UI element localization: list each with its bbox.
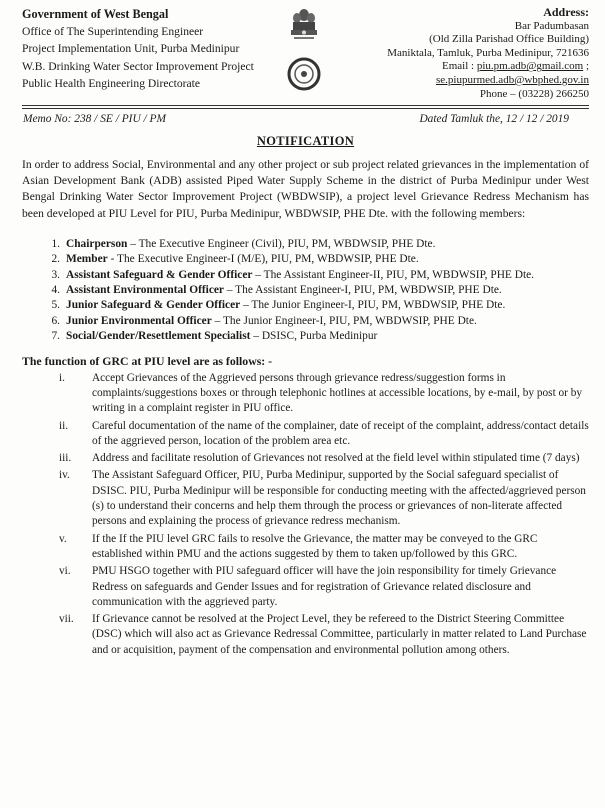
member-item [22,237,589,252]
header-divider-thin [22,108,589,109]
phone-number: Phone – (03228) 266250 [479,87,589,100]
email-line [387,60,589,74]
email-link-1[interactable]: piu.pm.adb@gmail.com [476,60,584,73]
member-number: 5. [51,299,60,312]
member-text [66,298,505,313]
notification-title: NOTIFICATION [256,134,355,148]
member-role: Assistant Safeguard & Gender Officer [66,268,253,281]
function-item [22,532,589,563]
function-text: Accept Grievances of the Aggrieved persons through grievance redress/suggestion forms in complaints/suggestions boxes or through telephonic hotlines at accessible locations, by e-mail, by post or by writing in a complaint register in PIU office. [92,371,583,415]
function-item [22,451,589,466]
memo-number: Memo No: 238 / SE / PIU / PM [23,113,166,125]
function-text: If Grievance cannot be resolved at the Project Level, they be refereed to the District Steering Committee (DSC) which will also act as Grievance Redressal Committee, particularly in matter related to Land Purchase and or acquisition, payment of the compensation and environmental pollution among others. [92,613,587,656]
letterhead [22,4,589,112]
member-text [66,252,419,267]
national-emblem-icon [284,4,324,96]
member-role: Social/Gender/Resettlement Specialist [66,330,251,343]
members-list [22,237,589,345]
email-link-2[interactable]: se.piupurmed.adb@wbphed.gov.in [435,73,589,86]
function-text: If the If the PIU level GRC fails to resolve the Grievance, the matter may be conveyed to the GRC established within PMU and the actions suggested by them to taken up/followed by this GRC. [92,532,538,560]
function-item [22,419,589,450]
member-text [66,283,502,298]
function-number: i. [59,371,65,384]
member-description: – The Junior Engineer-I, PIU, PM, WBDWSIP, PHE Dte. [211,314,477,327]
unit-name: Project Implementation Unit, Purba Medinipur [22,42,240,56]
address-line-3: Maniktala, Tamluk, Purba Medinipur, 721636 [387,46,589,59]
member-number: 2. [51,253,60,266]
header-divider [22,105,589,106]
functions-list [22,371,589,658]
member-text [66,329,377,344]
office-details [22,6,254,92]
member-description: – The Assistant Engineer-I, PIU, PM, WBDWSIP, PHE Dte. [223,284,502,297]
member-number: 7. [51,330,60,343]
memo-line [22,113,589,125]
member-role: Member [66,253,108,266]
member-role: Junior Environmental Officer [66,314,212,327]
memo-date: Dated Tamluk the, 12 / 12 / 2019 [419,113,569,125]
directorate-name: Public Health Engineering Directorate [22,76,201,90]
member-description: – The Executive Engineer (Civil), PIU, PM, WBDWSIP, PHE Dte. [127,237,436,250]
member-description: – The Junior Engineer-I, PIU, PM, WBDWSIP, PHE Dte. [240,299,506,312]
member-role: Chairperson [66,237,128,250]
member-text [66,268,534,283]
function-text: PMU HSGO together with PIU safeguard officer will have the join responsibility for timely Grievance Redress on safeguards and Gender Issues and for registration of Grievance related disclosure and communication with the aggrieved party. [92,565,557,608]
intro-paragraph: In order to address Social, Environmental and any other project or sub project related grievances in the implementation of Asian Development Bank (ADB) assisted Piped Water Supply Scheme in the district of Purba Medinipur under West Bengal Drinking Water Sector Improvement Project (WBDWSIP), a project level Grievance Redress Mechanism has been developed at PIU Level for PIU, Purba Medinipur, WBDWSIP, PHE Dte. with the following members: [22,158,589,220]
member-number: 1. [51,237,60,250]
function-text: Careful documentation of the name of the complainer, date of receipt of the complaint, address/contact details of the aggrieved person, location of the problem area etc. [92,419,589,447]
member-number: 6. [51,314,60,327]
function-number: vii. [59,613,74,626]
function-number: v. [59,532,67,545]
address-block [387,6,589,101]
function-item [22,612,589,658]
member-description: - The Executive Engineer-I (M/E), PIU, PM, WBDWSIP, PHE Dte. [107,253,419,266]
member-item [22,283,589,298]
function-number: vi. [59,565,71,578]
member-text [66,314,477,329]
functions-heading: The function of GRC at PIU level are as follows: - [22,353,273,368]
member-role: Junior Safeguard & Gender Officer [66,299,241,312]
email-label: Email : [441,60,477,73]
member-item [22,268,589,283]
function-text: The Assistant Safeguard Officer, PIU, Purba Medinipur, supported by the Social safeguard specialist of DSISC. PIU, Purba Medinipur will be responsible for conducting meeting with the affected/aggrieved person (s) to understand their concerns and help them through the process or grievances of non-literate affected persons and explaining the process of grievance redress mechanism. [92,469,586,528]
function-item [22,468,589,529]
address-line-2: (Old Zilla Parishad Office Building) [429,33,589,46]
member-item [22,329,589,344]
member-description: – DSISC, Purba Medinipur [250,330,378,343]
government-name: Government of West Bengal [22,7,169,21]
function-text: Address and facilitate resolution of Grievances not resolved at the field level within stipulated time (7 days) [92,452,580,465]
function-number: ii. [59,419,69,432]
address-heading: Address: [543,5,589,19]
member-item [22,298,589,313]
member-role: Assistant Environmental Officer [66,284,224,297]
member-item [22,314,589,329]
member-description: – The Assistant Engineer-II, PIU, PM, WBDWSIP, PHE Dte. [252,268,535,281]
member-number: 4. [51,284,60,297]
office-name: Office of The Superintending Engineer [22,25,204,39]
function-number: iii. [59,452,72,465]
function-item [22,371,589,417]
member-item [22,252,589,267]
address-line-1: Bar Padumbasan [514,19,589,32]
email-separator: ; [583,60,589,73]
member-number: 3. [51,268,60,281]
function-number: iv. [59,469,70,482]
member-text [66,237,435,252]
function-item [22,564,589,610]
project-name: W.B. Drinking Water Sector Improvement Project [22,59,254,73]
